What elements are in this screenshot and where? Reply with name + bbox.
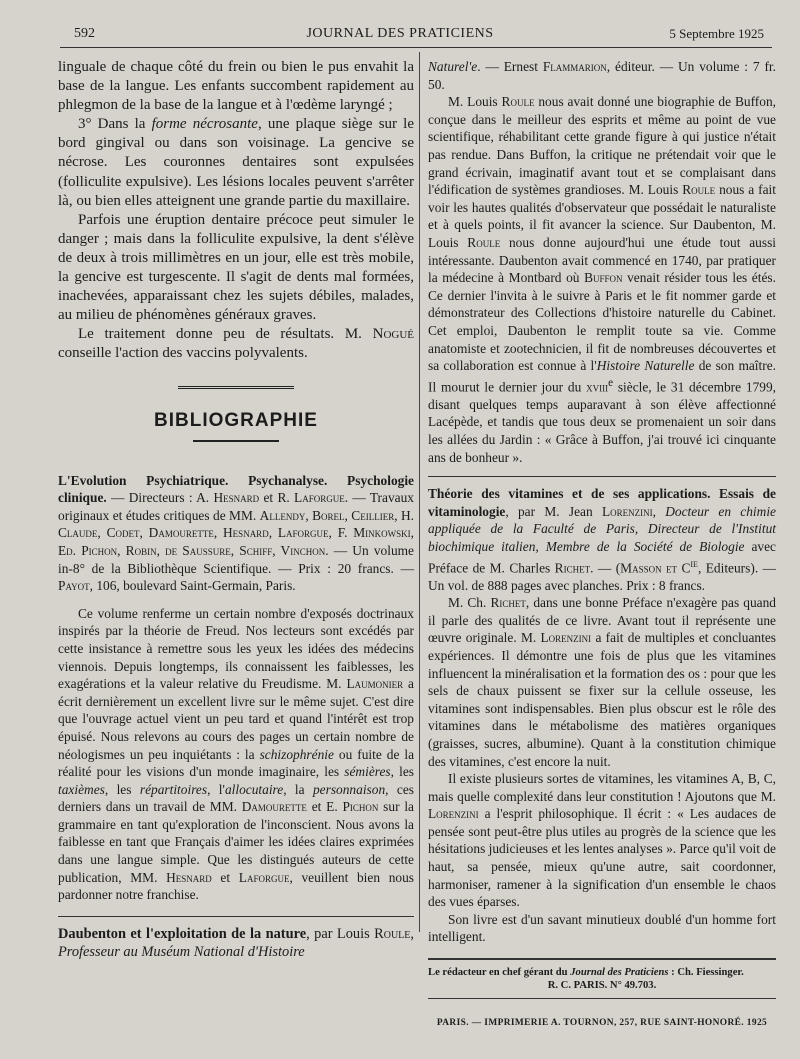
author-name: Nogué xyxy=(372,326,414,343)
text: : Ch. Fiessinger. xyxy=(668,967,744,979)
registration-number: R. C. PARIS. N° 49.703. xyxy=(547,980,657,992)
text: , veuillent bien nous pardonner notre franchise. xyxy=(58,869,414,903)
author-name: Roule xyxy=(374,925,411,942)
author-name: Pichon xyxy=(342,799,379,815)
text: de son maître. Il mourut le dernier jour du xyxy=(428,358,776,395)
right-column xyxy=(428,58,776,1033)
journal-title: JOURNAL DES PRATICIENS xyxy=(306,26,494,41)
text: , par Louis xyxy=(306,925,375,942)
author-list: Allendy, Borel, Ceillier, H. Claude, Codet, Damourette, Hesnard, Laforgue, F. Minkowski, Ed. Pichon, Robin, de Saussure, Schiff, Vinchon xyxy=(58,507,414,558)
text: , xyxy=(652,503,666,519)
author-name: Laforgue xyxy=(294,490,345,506)
superscript: e xyxy=(608,376,614,389)
text: , l' xyxy=(207,781,225,797)
text: . — ( xyxy=(590,559,621,575)
text: nous donne aujourd'hui une étude tout aussi intéressante. Daubenton avait commencé en 1740, par pratiquer la médecine à Montbard où xyxy=(428,234,776,286)
century-numeral: xviii xyxy=(586,379,609,395)
text: , les xyxy=(104,781,140,797)
text: avec Préface de M. Charles xyxy=(428,538,776,575)
entry-separator xyxy=(58,916,414,917)
text: Le traitement donne peu de résultats. M. xyxy=(78,326,373,343)
text: , éditeur. — Un volume : 7 fr. 50. xyxy=(428,59,776,92)
left-column xyxy=(58,58,414,962)
footer-rule xyxy=(428,958,776,960)
text: , la xyxy=(283,781,313,797)
text: M. Louis xyxy=(448,94,502,110)
text: a l'esprit philosophique. Il écrit : « Les audaces de pensée sont peut-être plus utiles au progrès de la science que les hésitations judicieuses et les lentes analyses ». Parce qu'il voit de haut, sa pensée, mieux qu'une autre, sait coordonner, harmoniser, ramener à la signification d'un ensemble le chaos des vues éparses. xyxy=(428,806,776,910)
paragraph-continued: linguale de chaque côté du frein ou bien le pus envahit la base de la langue. Les enfants succombent rapidement au phlegmon de la base de la langue et à l'œdème laryngé ; xyxy=(58,59,414,114)
text: , une plaque siège sur le bord gingival ou dans son voisinage. La gencive se nécrose. Les couronnes dentaires sont expulsées (folliculite expulsive). Les lésions locales peuvent s'arrêter là, ou bien elles atteignent une grande partie du maxillaire. xyxy=(58,116,414,209)
book-title: Théorie des vitamines et de ses applications. Essais de vitaminologie xyxy=(428,486,776,519)
review-psychiatrie xyxy=(58,605,414,904)
section-rule xyxy=(178,386,294,389)
author-title-italic: Professeur au Muséum National d'Histoire xyxy=(58,944,305,961)
footer-rule xyxy=(428,998,776,999)
text: , dans une bonne Préface n'exagère pas quand il parle des qualités de ce livre. Avant tout il représente une œuvre originale. M. xyxy=(428,595,776,646)
bibliography-entries xyxy=(58,472,414,962)
text: et E. xyxy=(306,799,343,815)
author-name: Lorenzini xyxy=(428,806,479,822)
header-rule xyxy=(60,47,772,48)
text: , 106, boulevard Saint-Germain, Paris. xyxy=(89,578,296,594)
term-italic: allocutaire xyxy=(224,781,284,797)
book-title: Daubenton et l'exploitation de la nature xyxy=(58,925,307,942)
publisher-name: Flammarion xyxy=(542,59,607,74)
text: conseille l'action des vaccins polyvalents. xyxy=(58,345,308,362)
author-name: Hesnard xyxy=(213,490,260,506)
text: siècle, le 31 décembre 1799, disant quelques temps auparavant à son élève affectionné Lacépède, et tandis que tous deux se promenaient un soir dans les allées du Jardin : « Grâce à Buffon, j'ai trouvé ici cinquante ans de bonheur ». xyxy=(428,379,776,465)
text: Le rédacteur en chef gérant du xyxy=(428,967,571,979)
text: 3° Dans la xyxy=(78,116,152,133)
section-rule xyxy=(193,440,279,442)
publisher-name: Payot xyxy=(58,578,90,594)
text: Ce volume renferme un certain nombre d'exposés doctrinaux inspirés par la théorie de Freud. Nos lecteurs sont excédés par cette insistance à remettre sous les yeux les idées des médecins viennois. Depuis longtemps, ils connaissent les faiblesses, les exagérations et la valeur relative du Freudisme. M. xyxy=(58,605,414,692)
text: venait résider tous les étés. Ce dernier l'invita à le suivre à Paris et le fit nommer garde et démonstrateur des Collections d'histoire naturelle du Cabinet. Cet emploi, Daubenton le remplit toute sa vie. Comme anatomiste et zootechnicien, il fit de nombreuses découvertes et sa collaboration est connue à l' xyxy=(428,270,776,374)
term-italic: schizophrénie xyxy=(259,746,334,762)
text: . — Un volume in-8° de la Bibliothèque Scientifique. — Prix : 20 francs. — xyxy=(58,542,415,576)
term-italic: taxièmes xyxy=(58,781,105,797)
term-italic: répartitoires xyxy=(139,781,208,797)
printer-imprint: PARIS. — IMPRIMERIE A. TOURNON, 257, RUE SAINT-HONORÉ. 1925 xyxy=(436,1018,768,1029)
author-name: Roule xyxy=(501,94,535,110)
text: ou fuite de la réalité pour les visions d'un monde imaginaire, les xyxy=(58,746,415,780)
text: — Directeurs : A. xyxy=(106,490,214,506)
text: , xyxy=(410,925,414,942)
text: . — Travaux originaux et études critiques de MM. xyxy=(58,490,414,523)
term-italic: personnaison xyxy=(312,781,386,797)
author-name: Laumonier xyxy=(346,676,404,692)
author-name: Damourette xyxy=(241,799,307,815)
text: , par M. Jean xyxy=(505,503,602,519)
author-name: Roule xyxy=(682,182,716,198)
column-divider xyxy=(419,52,420,932)
bib-entry-psychiatrie xyxy=(58,472,414,595)
book-title: L'Evolution Psychiatrique. Psychanalyse. Psychologie clinique. xyxy=(58,472,414,506)
paragraph-treatment xyxy=(58,325,414,363)
section-heading: BIBLIOGRAPHIE xyxy=(154,409,318,431)
text: et xyxy=(211,869,239,885)
title-italic: Histoire Naturelle xyxy=(596,358,695,374)
text: , les xyxy=(390,764,414,780)
author-name: Richet xyxy=(554,559,591,575)
page-header xyxy=(0,0,800,50)
bib-entry-daubenton xyxy=(58,925,414,962)
author-name: Lorenzini xyxy=(601,503,653,519)
text: nous avait donné une biographie de Buffon, conçue dans le meilleur des esprits et même au point de vue scientifique, réhabilitant cette grande figure à qui justice n'était pas rendue. Dans Buffon, la critique ne prétendait voir que le grand écrivain, imaginatif avant tout et se complaisant dans l'édification de systèmes grandioses. M. Louis xyxy=(428,94,776,198)
author-title-italic: Docteur en chimie appliquée de la Faculté de Paris, Directeur de l'Institut biochimique italien, Membre de la Société de Biologie xyxy=(428,503,776,554)
text: sur la grammaire en tant qu'exploration de l'inconscient. Nous avons la faiblesse en tant que Français d'aimer les idées claires exprimées dans une langue simple. Que les distingués auteurs de cette publication, MM. xyxy=(58,799,414,885)
text: , Editeurs). — Un vol. de 888 pages avec planches. Prix : 8 francs. xyxy=(428,559,776,593)
issue-date: 5 Septembre 1925 xyxy=(669,26,764,41)
author-name: Laforgue xyxy=(238,869,290,885)
text: M. Ch. xyxy=(448,595,491,611)
review-vitamines-3: Son livre est d'un savant minutieux doublé d'un homme fort intelligent. xyxy=(428,911,776,945)
author-name: Hesnard xyxy=(166,869,212,885)
paragraph-eruption: Parfois une éruption dentaire précoce peut simuler le danger ; mais dans la folliculite expulsive, la dent s'élève de deux à trois millimètres en un jour, elle est très mobile, la gencive est turgescente. Il s'agit de dents mal formées, inachevées, apparaissant chez les sujets débiles, malades, au milieu de phénomènes généraux graves. xyxy=(58,211,414,324)
text: , ces derniers dans un travail de MM. xyxy=(58,781,414,815)
text: . — Ernest xyxy=(477,59,543,74)
entry-separator xyxy=(428,476,776,477)
title-italic: Naturel'e xyxy=(428,59,478,74)
review-vitamines-2 xyxy=(428,770,776,911)
person-name: Buffon xyxy=(584,270,623,286)
review-vitamines-1 xyxy=(428,594,776,770)
editor-line xyxy=(428,966,776,979)
text: et R. xyxy=(259,490,295,506)
term-italic: forme nécrosante xyxy=(151,116,258,133)
text: nous a fait voir les hautes qualités d'observateur que possédait le naturaliste et à quels points, il fit avancer la science. Sur Daubenton, M. Louis xyxy=(428,182,776,250)
bib-entry-vitamines xyxy=(428,485,776,594)
review-daubenton xyxy=(428,93,776,466)
journal-name-italic: Journal des Praticiens xyxy=(570,967,669,979)
author-name: Richet xyxy=(490,595,526,611)
term-italic: sémières xyxy=(344,764,391,780)
superscript: ie xyxy=(690,557,698,570)
text: a fait de multiples et concluantes expériences. Il démontre une fois de plus que les vitamines influencent la minéralisation et la formation des os : pour que les sels de chaux puissent se fixer sur la cellule osseuse, les vitamines sont indispensables. Bien plus obscur est le rôle des vitamines dans le métabolisme des matières organiques (graisses, sucres, albumine). Quant à la constitution chimique des vitamines, c'est encore la nuit. xyxy=(428,630,776,769)
paragraph-necrotic-form xyxy=(58,115,414,210)
text: a écrit dernièrement un excellent livre sur le même sujet. C'est dire que l'ouvrage actuel vient un peu tard et quand l'intérêt est trop épuisé. Nous relevons au cours des pages un certain nombre de néologismes un peu inquiétants : la xyxy=(58,676,414,762)
author-name: Roule xyxy=(467,234,501,250)
bib-entry-daubenton-continued xyxy=(428,58,776,93)
text: Il existe plusieurs sortes de vitamines, les vitamines A, B, C, mais quelle complexité dans leur constitution ! Ajoutons que M. xyxy=(428,771,776,804)
page-number: 592 xyxy=(74,26,95,41)
author-name: Lorenzini xyxy=(540,630,592,646)
publisher-name: Masson et C xyxy=(620,559,691,575)
